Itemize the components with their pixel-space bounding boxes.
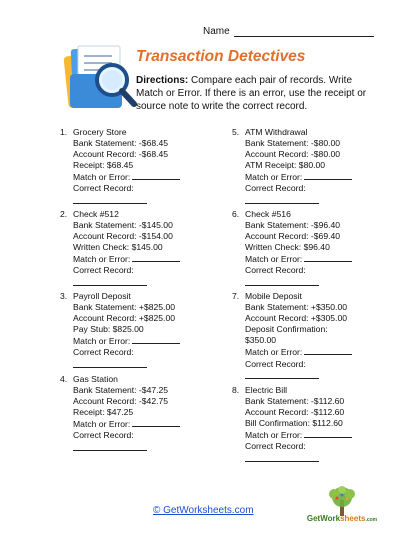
problem-title: Payroll Deposit <box>73 291 131 301</box>
record-line: Receipt: $68.45 <box>73 160 134 171</box>
correct-record-blank[interactable] <box>73 367 147 368</box>
match-blank[interactable] <box>132 418 180 427</box>
match-row <box>245 346 382 358</box>
correct-record-blank[interactable] <box>245 285 319 286</box>
match-blank[interactable] <box>304 253 352 262</box>
directions <box>136 74 376 113</box>
problem-4 <box>60 374 220 451</box>
correct-label: Correct Record: <box>245 441 306 452</box>
correct-label: Correct Record: <box>245 265 306 276</box>
directions-label: Directions: <box>136 75 189 86</box>
match-blank[interactable] <box>304 346 352 355</box>
problem-number: 1. <box>60 127 68 137</box>
problem-number: 7. <box>232 291 240 301</box>
match-row <box>245 171 382 183</box>
correct-label: Correct Record: <box>73 183 134 194</box>
problem-6 <box>232 209 382 286</box>
record-line: Bank Statement: -$112.60 <box>245 396 345 407</box>
correct-record-blank[interactable] <box>245 378 319 379</box>
logo-suffix: .com <box>365 517 378 523</box>
folders-magnifier-icon <box>60 40 142 118</box>
worksheet-title: Transaction Detectives <box>136 48 306 65</box>
record-line: Bank Statement: -$68.45 <box>73 138 169 149</box>
problem-2 <box>60 209 220 286</box>
match-blank[interactable] <box>132 253 180 262</box>
problem-title: Electric Bill <box>245 385 288 395</box>
record-line: Account Record: -$154.00 <box>73 231 173 242</box>
correct-record-blank[interactable] <box>73 450 147 451</box>
problem-1 <box>60 127 220 204</box>
record-line: Pay Stub: $825.00 <box>73 324 144 335</box>
match-blank[interactable] <box>304 429 352 438</box>
match-label: Match or Error: <box>73 254 131 265</box>
problem-number: 5. <box>232 127 240 137</box>
match-label: Match or Error: <box>245 430 303 441</box>
problem-title: Check #516 <box>245 209 291 219</box>
match-row <box>245 429 382 441</box>
match-row <box>73 335 220 347</box>
match-row <box>73 418 220 430</box>
match-row <box>245 253 382 265</box>
match-row <box>73 171 220 183</box>
problem-3 <box>60 291 220 368</box>
record-line: Account Record: -$68.45 <box>73 149 169 160</box>
record-line: Bank Statement: -$47.25 <box>73 385 169 396</box>
directions-text: Compare each pair of records. Write Match or Error. If there is an error, use the receipt or source note to write the correct record. <box>136 75 367 112</box>
record-line: Written Check: $145.00 <box>73 242 163 253</box>
match-blank[interactable] <box>132 171 180 180</box>
getworksheets-logo <box>306 486 378 528</box>
match-label: Match or Error: <box>245 347 303 358</box>
match-label: Match or Error: <box>245 254 303 265</box>
record-line: Bank Statement: -$80.00 <box>245 138 341 149</box>
logo-part-2: sheets <box>340 514 366 523</box>
problem-number: 3. <box>60 291 68 301</box>
correct-label: Correct Record: <box>73 347 134 358</box>
problem-number: 8. <box>232 385 240 395</box>
problem-number: 6. <box>232 209 240 219</box>
problem-number: 2. <box>60 209 68 219</box>
correct-record-blank[interactable] <box>73 285 147 286</box>
logo-wordmark <box>306 514 378 523</box>
correct-record-blank[interactable] <box>245 203 319 204</box>
record-line: Deposit Confirmation: <box>245 324 328 335</box>
problem-title: ATM Withdrawal <box>245 127 308 137</box>
record-line: Account Record: +$825.00 <box>73 313 176 324</box>
correct-label: Correct Record: <box>73 265 134 276</box>
record-line: Account Record: -$112.60 <box>245 407 345 418</box>
record-line: Bank Statement: +$350.00 <box>245 302 348 313</box>
record-line: Bank Statement: +$825.00 <box>73 302 176 313</box>
correct-label: Correct Record: <box>245 183 306 194</box>
name-field <box>203 26 374 37</box>
record-line: Bank Statement: -$96.40 <box>245 220 341 231</box>
record-line: Account Record: -$80.00 <box>245 149 341 160</box>
record-line: Receipt: $47.25 <box>73 407 134 418</box>
record-line: Bill Confirmation: $112.60 <box>245 418 343 429</box>
match-blank[interactable] <box>304 171 352 180</box>
correct-label: Correct Record: <box>73 430 134 441</box>
match-row <box>73 253 220 265</box>
tree-icon <box>306 486 378 516</box>
correct-record-blank[interactable] <box>73 203 147 204</box>
correct-record-blank[interactable] <box>245 461 319 462</box>
match-label: Match or Error: <box>73 336 131 347</box>
record-line: Account Record: -$69.40 <box>245 231 341 242</box>
logo-part-1: GetWork <box>306 514 341 523</box>
record-line: Account Record: -$42.75 <box>73 396 169 407</box>
record-line: Written Check: $96.40 <box>245 242 330 253</box>
problem-title: Grocery Store <box>73 127 127 137</box>
problem-title: Check #512 <box>73 209 119 219</box>
problem-5 <box>232 127 382 204</box>
record-line: Account Record: +$305.00 <box>245 313 348 324</box>
record-line: $350.00 <box>245 335 277 346</box>
getworksheets-link[interactable]: © GetWorksheets.com <box>153 505 254 516</box>
problem-title: Mobile Deposit <box>245 291 302 301</box>
problem-title: Gas Station <box>73 374 118 384</box>
problem-7 <box>232 291 382 379</box>
problem-number: 4. <box>60 374 68 384</box>
match-label: Match or Error: <box>73 172 131 183</box>
record-line: Bank Statement: -$145.00 <box>73 220 173 231</box>
problem-8 <box>232 385 382 462</box>
record-line: ATM Receipt: $80.00 <box>245 160 326 171</box>
match-blank[interactable] <box>132 335 180 344</box>
match-label: Match or Error: <box>73 419 131 430</box>
name-label: Name <box>203 26 230 37</box>
name-blank-line[interactable] <box>234 27 374 37</box>
match-label: Match or Error: <box>245 172 303 183</box>
correct-label: Correct Record: <box>245 358 306 369</box>
